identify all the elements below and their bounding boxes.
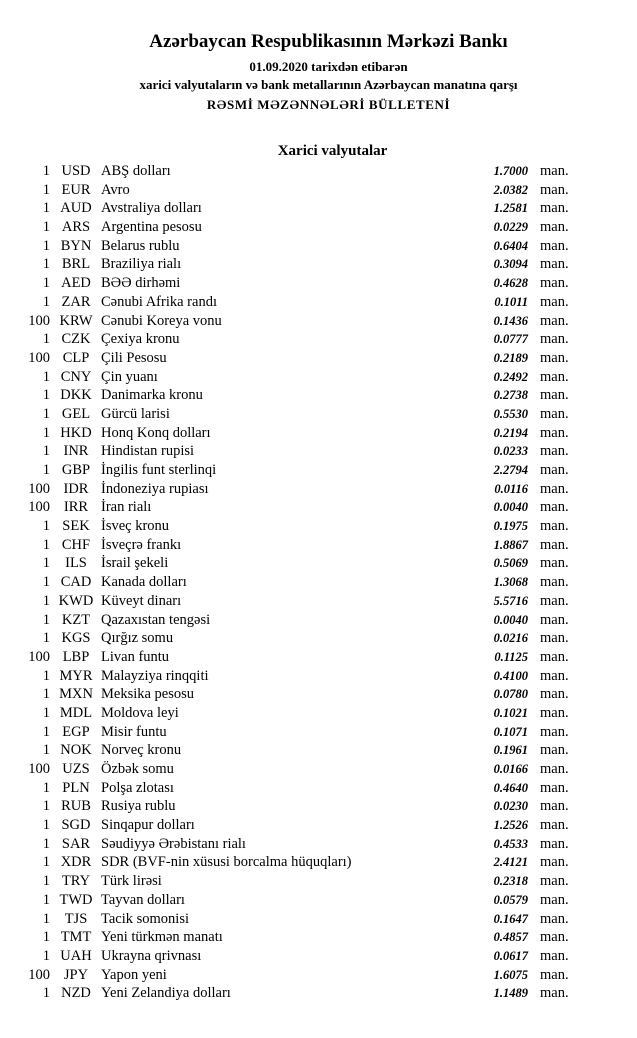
currency-name: Özbək somu	[101, 761, 174, 777]
currency-code: DKK	[60, 387, 92, 404]
nominal-value: 1	[42, 443, 50, 460]
exchange-rate: 1.2581	[493, 201, 528, 216]
unit-label: man.	[540, 704, 569, 721]
currency-name: Çexiya kronu	[101, 331, 180, 348]
unit-label: man.	[540, 686, 569, 703]
unit-label: man.	[540, 891, 569, 908]
currency-name: Yapon yeni	[101, 966, 167, 983]
nominal-value: 1	[42, 219, 50, 236]
unit-label: man.	[540, 480, 569, 497]
exchange-rate: 1.8867	[493, 537, 528, 552]
nominal-value: 100	[28, 480, 50, 497]
rate-row	[0, 181, 637, 200]
currency-name: Danimarka kronu	[101, 387, 203, 404]
exchange-rate: 0.4533	[493, 836, 528, 851]
exchange-rate: 0.3094	[493, 257, 528, 272]
rate-row	[0, 984, 637, 1003]
currency-code: HKD	[60, 424, 92, 441]
nominal-value: 1	[42, 704, 50, 721]
nominal-value: 1	[42, 200, 50, 217]
currency-code: EGP	[62, 723, 90, 740]
nominal-value: 1	[42, 424, 50, 441]
currency-name: Cənubi Koreya vonu	[101, 312, 222, 329]
rate-row	[0, 536, 637, 555]
nominal-value: 1	[42, 854, 50, 871]
unit-label: man.	[540, 293, 569, 310]
currency-name: Honq Konq dolları	[101, 424, 211, 441]
exchange-rate: 0.1071	[493, 724, 528, 739]
exchange-rate: 0.0617	[493, 948, 528, 963]
exchange-rate: 0.0040	[493, 500, 528, 515]
rate-row	[0, 480, 637, 499]
nominal-value: 1	[42, 536, 50, 553]
currency-code: IRR	[63, 499, 89, 516]
exchange-rate: 0.0166	[493, 762, 528, 776]
currency-name: Norveç kronu	[101, 742, 182, 759]
rate-row	[0, 293, 637, 312]
unit-label: man.	[540, 219, 569, 236]
exchange-rate: 1.7000	[493, 164, 528, 178]
exchange-rate: 0.0230	[493, 799, 528, 814]
unit-label: man.	[540, 574, 569, 591]
exchange-rate: 0.2738	[493, 388, 528, 403]
unit-label: man.	[540, 555, 569, 572]
currency-code: CAD	[60, 574, 92, 591]
rate-row	[0, 573, 637, 592]
rate-row	[0, 648, 637, 667]
currency-name: İran rialı	[101, 499, 152, 516]
effective-date: 01.09.2020 tarixdən etibarən	[249, 59, 408, 74]
exchange-rate: 0.6404	[493, 238, 528, 253]
nominal-value: 1	[42, 237, 50, 254]
currency-name: ABŞ dolları	[101, 163, 171, 179]
currency-name: İngilis funt sterlinqi	[101, 462, 217, 478]
nominal-value: 100	[28, 312, 50, 329]
exchange-rate: 0.2189	[493, 350, 528, 365]
nominal-value: 1	[42, 817, 50, 834]
section-title: Xarici valyutalar	[277, 143, 388, 159]
nominal-value: 1	[42, 518, 50, 535]
exchange-rate: 0.1647	[493, 911, 528, 926]
nominal-value: 1	[42, 368, 50, 385]
rate-row	[0, 947, 637, 966]
rate-row	[0, 424, 637, 443]
rate-row	[0, 199, 637, 218]
currency-name: Ukrayna qrivnası	[101, 947, 202, 964]
currency-name: Çin yuanı	[101, 368, 158, 385]
unit-label: man.	[540, 163, 569, 179]
nominal-value: 1	[42, 555, 50, 572]
currency-name: Səudiyyə Ərəbistanı rialı	[101, 835, 246, 852]
exchange-rate: 0.1011	[494, 294, 528, 309]
unit-label: man.	[540, 424, 569, 441]
currency-name: Avstraliya dolları	[101, 200, 202, 217]
nominal-value: 1	[42, 798, 50, 815]
currency-name: Moldova leyi	[101, 704, 179, 721]
currency-code: CHF	[61, 536, 91, 553]
nominal-value: 1	[42, 256, 50, 273]
rate-row	[0, 611, 637, 630]
currency-code: TWD	[59, 891, 93, 908]
rate-row	[0, 872, 637, 891]
currency-name: Livan funtu	[101, 648, 170, 665]
currency-code: NOK	[60, 742, 92, 759]
bulletin-header	[0, 30, 637, 114]
rate-row	[0, 910, 637, 929]
rate-row	[0, 274, 637, 293]
currency-code: KGS	[61, 630, 91, 647]
nominal-value: 1	[42, 462, 50, 478]
exchange-rate: 0.4857	[493, 930, 528, 945]
currency-code: CNY	[60, 368, 92, 385]
rate-row	[0, 386, 637, 405]
currency-name: Braziliya rialı	[101, 256, 182, 273]
rate-row	[0, 592, 637, 611]
bulletin-subtitle: xarici valyutaların və bank metallarının Azərbaycan manatına qarşı	[139, 77, 518, 92]
currency-name: BƏƏ dirhəmi	[101, 275, 181, 292]
currency-code: ILS	[65, 555, 87, 572]
exchange-rate: 1.2526	[493, 818, 528, 833]
nominal-value: 1	[42, 723, 50, 740]
nominal-value: 1	[42, 686, 50, 703]
exchange-rate: 0.2194	[493, 425, 528, 440]
rate-row	[0, 704, 637, 723]
unit-label: man.	[540, 723, 569, 740]
currency-code: SEK	[62, 518, 90, 535]
unit-label: man.	[540, 985, 569, 1002]
currency-code: PLN	[62, 779, 90, 796]
currency-code: AED	[61, 275, 91, 292]
exchange-rate: 0.0216	[493, 631, 528, 646]
nominal-value: 1	[42, 331, 50, 348]
currency-name: Yeni türkmən manatı	[101, 929, 223, 946]
currency-code: ZAR	[61, 293, 91, 310]
currency-code: EUR	[61, 181, 91, 198]
rates-table	[0, 162, 637, 1003]
nominal-value: 1	[42, 835, 50, 852]
nominal-value: 1	[42, 163, 50, 179]
currency-code: KRW	[59, 312, 93, 329]
rate-row	[0, 218, 637, 237]
rate-row	[0, 667, 637, 686]
unit-label: man.	[540, 817, 569, 834]
unit-label: man.	[540, 331, 569, 348]
currency-code: UZS	[62, 761, 90, 777]
currency-name: Tayvan dolları	[101, 891, 185, 908]
rate-row	[0, 966, 637, 985]
unit-label: man.	[540, 779, 569, 796]
currency-code: JPY	[63, 966, 89, 983]
exchange-rate: 0.0579	[493, 892, 528, 907]
exchange-rate: 2.0382	[493, 182, 528, 197]
rate-row	[0, 741, 637, 760]
currency-code: TJS	[64, 910, 88, 927]
nominal-value: 1	[42, 181, 50, 198]
bank-title: Azərbaycan Respublikasının Mərkəzi Bankı	[149, 31, 508, 52]
currency-name: İsrail şekeli	[101, 555, 169, 572]
currency-code: TRY	[61, 873, 91, 890]
currency-code: GEL	[61, 405, 91, 422]
unit-label: man.	[540, 929, 569, 946]
rate-row	[0, 779, 637, 798]
unit-label: man.	[540, 312, 569, 329]
nominal-value: 1	[42, 985, 50, 1002]
currency-name: Yeni Zelandiya dolları	[101, 985, 231, 1002]
unit-label: man.	[540, 910, 569, 927]
currency-code: XDR	[60, 854, 92, 871]
currency-code: KWD	[58, 592, 94, 609]
currency-name: SDR (BVF-nin xüsusi borcalma hüquqları)	[101, 854, 352, 871]
currency-code: TMT	[60, 929, 92, 946]
currency-name: Kanada dolları	[101, 574, 187, 591]
unit-label: man.	[540, 518, 569, 535]
currency-name: Çili Pesosu	[101, 349, 167, 366]
rate-row	[0, 928, 637, 947]
unit-label: man.	[540, 387, 569, 404]
currency-name: Belarus rublu	[101, 237, 180, 254]
unit-label: man.	[540, 611, 569, 628]
exchange-rate: 2.2794	[493, 463, 528, 477]
exchange-rate: 0.4628	[493, 276, 528, 291]
currency-name: Qırğız somu	[101, 630, 174, 647]
nominal-value: 1	[42, 275, 50, 292]
currency-code: CZK	[61, 331, 91, 348]
currency-code: BRL	[61, 256, 91, 273]
nominal-value: 1	[42, 779, 50, 796]
exchange-rate: 0.1436	[493, 313, 528, 328]
nominal-value: 1	[42, 630, 50, 647]
currency-name: Misir funtu	[101, 723, 167, 740]
currency-name: Sinqapur dolları	[101, 817, 195, 834]
currency-code: SGD	[61, 817, 91, 834]
currency-code: MXN	[59, 686, 93, 703]
nominal-value: 100	[28, 349, 50, 366]
unit-label: man.	[540, 349, 569, 366]
currency-name: Türk lirəsi	[101, 873, 162, 890]
currency-code: LBP	[62, 648, 90, 665]
rate-row	[0, 760, 637, 779]
exchange-rate: 0.0780	[493, 687, 528, 702]
currency-name: Cənubi Afrika randı	[101, 293, 217, 310]
currency-code: USD	[61, 163, 91, 179]
unit-label: man.	[540, 630, 569, 647]
unit-label: man.	[540, 798, 569, 815]
rate-row	[0, 237, 637, 256]
rate-row	[0, 461, 637, 480]
unit-label: man.	[540, 200, 569, 217]
nominal-value: 100	[28, 966, 50, 983]
currency-name: Avro	[101, 181, 130, 198]
unit-label: man.	[540, 835, 569, 852]
rate-row	[0, 629, 637, 648]
exchange-rate: 5.5716	[493, 593, 528, 608]
rate-row	[0, 442, 637, 461]
currency-code: BYN	[60, 237, 92, 254]
rate-row	[0, 554, 637, 573]
rate-row	[0, 835, 637, 854]
currency-name: İsveçrə frankı	[101, 536, 182, 553]
rate-row	[0, 816, 637, 835]
unit-label: man.	[540, 761, 569, 777]
nominal-value: 1	[42, 910, 50, 927]
unit-label: man.	[540, 181, 569, 198]
nominal-value: 1	[42, 929, 50, 946]
exchange-rate: 0.0777	[493, 332, 528, 347]
unit-label: man.	[540, 536, 569, 553]
currency-code: MDL	[59, 704, 93, 721]
exchange-rate: 0.0229	[493, 220, 528, 235]
nominal-value: 100	[28, 499, 50, 516]
currency-code: RUB	[61, 798, 91, 815]
rate-row	[0, 349, 637, 368]
exchange-rate: 1.1489	[493, 986, 528, 1001]
exchange-rate: 0.4640	[493, 780, 528, 795]
unit-label: man.	[540, 368, 569, 385]
nominal-value: 1	[42, 592, 50, 609]
exchange-rate: 0.1125	[494, 649, 528, 664]
currency-code: NZD	[61, 985, 91, 1002]
currency-name: Polşa zlotası	[101, 779, 174, 796]
unit-label: man.	[540, 854, 569, 871]
exchange-rate: 0.0040	[493, 612, 528, 627]
currency-code: MYR	[59, 667, 93, 684]
exchange-rate: 0.0116	[494, 481, 528, 496]
exchange-rate: 0.1961	[493, 743, 528, 758]
currency-name: Rusiya rublu	[101, 798, 176, 815]
rate-row	[0, 405, 637, 424]
exchange-rate: 1.6075	[493, 967, 528, 982]
exchange-rate: 0.5069	[493, 556, 528, 571]
currency-name: Tacik somonisi	[101, 910, 189, 927]
unit-label: man.	[540, 443, 569, 460]
rate-row	[0, 517, 637, 536]
exchange-rate: 0.0233	[493, 444, 528, 459]
rate-row	[0, 498, 637, 517]
unit-label: man.	[540, 405, 569, 422]
currency-name: Qazaxıstan tengəsi	[101, 611, 211, 628]
currency-name: Meksika pesosu	[101, 686, 195, 703]
unit-label: man.	[540, 256, 569, 273]
exchange-rate: 0.1021	[493, 705, 528, 720]
rate-row	[0, 891, 637, 910]
rate-row	[0, 853, 637, 872]
currency-code: KZT	[61, 611, 91, 628]
bulletin-title: RƏSMİ MƏZƏNNƏLƏRİ BÜLLETENİ	[206, 97, 451, 112]
currency-code: SAR	[61, 835, 91, 852]
currency-code: GBP	[61, 462, 91, 478]
nominal-value: 1	[42, 742, 50, 759]
unit-label: man.	[540, 966, 569, 983]
exchange-rate: 0.5530	[493, 406, 528, 421]
currency-name: Argentina pesosu	[101, 219, 202, 236]
nominal-value: 1	[42, 891, 50, 908]
currency-name: Gürcü larisi	[101, 405, 170, 422]
unit-label: man.	[540, 947, 569, 964]
rate-row	[0, 312, 637, 331]
exchange-rate: 1.3068	[493, 575, 528, 590]
nominal-value: 1	[42, 574, 50, 591]
currency-name: Hindistan rupisi	[101, 443, 195, 460]
nominal-value: 100	[28, 648, 50, 665]
rate-row	[0, 685, 637, 704]
nominal-value: 1	[42, 405, 50, 422]
rate-row	[0, 797, 637, 816]
unit-label: man.	[540, 742, 569, 759]
currency-name: İsveç kronu	[101, 518, 170, 535]
currency-code: ARS	[61, 219, 91, 236]
currency-code: AUD	[60, 200, 92, 217]
nominal-value: 1	[42, 873, 50, 890]
exchange-rate: 0.4100	[493, 668, 528, 683]
unit-label: man.	[540, 499, 569, 516]
exchange-rate: 0.2318	[493, 874, 528, 889]
currency-name: Malayziya rinqqiti	[101, 667, 209, 684]
unit-label: man.	[540, 648, 569, 665]
exchange-rate: 0.2492	[493, 369, 528, 384]
nominal-value: 1	[42, 947, 50, 964]
unit-label: man.	[540, 667, 569, 684]
currency-code: UAH	[60, 947, 92, 964]
nominal-value: 1	[42, 387, 50, 404]
nominal-value: 1	[42, 293, 50, 310]
nominal-value: 100	[28, 761, 50, 777]
rate-row	[0, 162, 637, 181]
exchange-rate: 2.4121	[493, 855, 528, 870]
rate-row	[0, 368, 637, 387]
nominal-value: 1	[42, 611, 50, 628]
exchange-rate: 0.1975	[493, 519, 528, 534]
currency-code: INR	[63, 443, 89, 460]
unit-label: man.	[540, 462, 569, 478]
unit-label: man.	[540, 275, 569, 292]
currency-name: Küveyt dinarı	[101, 592, 182, 609]
currency-code: CLP	[62, 349, 90, 366]
unit-label: man.	[540, 237, 569, 254]
nominal-value: 1	[42, 667, 50, 684]
unit-label: man.	[540, 873, 569, 890]
currency-code: IDR	[63, 480, 89, 497]
currency-name: İndoneziya rupiası	[101, 480, 209, 497]
rate-row	[0, 330, 637, 349]
rate-row	[0, 255, 637, 274]
rate-row	[0, 723, 637, 742]
unit-label: man.	[540, 592, 569, 609]
